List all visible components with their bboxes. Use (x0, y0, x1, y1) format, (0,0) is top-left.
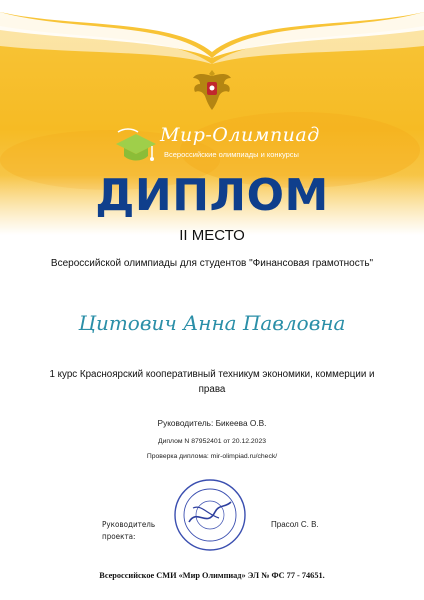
logo-title: Мир-Олимпиад (160, 124, 320, 146)
organization: 1 курс Красноярский кооперативный техникум экономики, коммерции и права (49, 369, 375, 395)
project-head-label: Руководитель проекта: (102, 520, 156, 541)
footer-registration: Всероссийское СМИ «Мир Олимпиад» ЭЛ № ФС 77 - 74651. (99, 571, 325, 580)
supervisor: Руководитель: Бикеева О.В. (157, 418, 267, 428)
recipient-name: Цитович Анна Павловна (78, 311, 346, 335)
project-head-name: Прасол С. В. (271, 520, 319, 529)
diploma-number: Диплом N 87952401 от 20.12.2023 (157, 438, 267, 445)
event-description: Всероссийской олимпиады для студентов "Финансовая грамотность" (50, 258, 374, 269)
graduation-cap-icon (112, 122, 158, 166)
verification-link: Проверка диплома: mir-olimpiad.ru/check/ (146, 453, 278, 460)
mir-olimpiad-logo (112, 122, 342, 170)
official-stamp (173, 478, 247, 552)
place-award: II МЕСТО (179, 227, 245, 244)
russian-coat-of-arms-emblem (191, 66, 233, 112)
diploma-title: ДИПЛОМ (95, 170, 329, 221)
logo-subtitle: Всероссийские олимпиады и конкурсы (164, 150, 299, 159)
